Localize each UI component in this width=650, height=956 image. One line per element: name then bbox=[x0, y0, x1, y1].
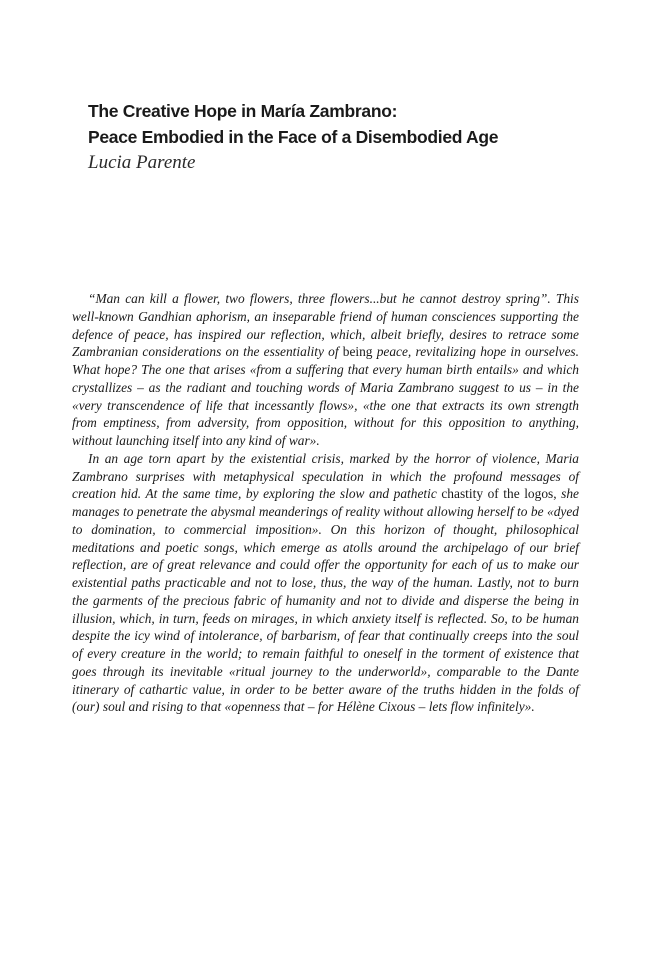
abstract-paragraph-2 bbox=[72, 450, 579, 716]
abstract-p2-text-a: In an age torn apart by the existential crisis, marked by the horror of violence, Maria Zambrano surprises with metaphysical speculation in which the profound messages of creation hid. At the same time, by exploring the slow and pathetic bbox=[72, 450, 579, 502]
abstract-p1-being: being bbox=[342, 344, 373, 360]
abstract bbox=[72, 290, 579, 716]
article-title-line-1: The Creative Hope in María Zambrano: bbox=[88, 101, 398, 121]
abstract-p1-text-a: “Man can kill a flower, two flowers, three flowers...but he cannot destroy spring”. This well-known Gandhian aphorism, an inseparable friend of human consciences supporting the defence of peace, has inspired our reflection, which, albeit briefly, desires to retrace some Zambranian considerations on the essentiality of bbox=[72, 291, 579, 360]
abstract-paragraph-1 bbox=[72, 290, 579, 450]
abstract-p2-text-b: she manages to penetrate the abysmal meanderings of reality without allowing herself to be «dyed to domination, to commercial imposition». On this horizon of thought, philosophical meditations and poetic songs, which emerge as atolls around the archipelago of our brief reflection, are of great relevance and could offer the opportunity for each of us to make our existential paths practicable and not to lose, thus, the way of the human. Lastly, not to burn the garments of the precious fabric of humanity and not to divide and disperse the being in illusion, which, in turn, feeds on mirages, in which anxiety itself is reflected. So, to be human despite the icy wind of intolerance, of barbarism, of fear that continually creeps into the soul of every creature in the world; to remain faithful to oneself in the torment of existence that goes through its inevitable «ritual journey to the underworld», comparable to the Dante itinerary of cathartic value, in order to be better aware of the truths hidden in the folds of (our) soul and rising to that «openness that – for Hélène Cixous – lets flow infinitely». bbox=[72, 486, 579, 715]
article-author: Lucia Parente bbox=[88, 152, 196, 173]
article-title-line-2: Peace Embodied in the Face of a Disembodied Age bbox=[88, 127, 499, 147]
abstract-p2-chastity: chastity of the logos, bbox=[441, 486, 557, 502]
article-header bbox=[88, 98, 568, 176]
abstract-p1-text-b: peace, revitalizing hope in ourselves. What hope? The one that arises «from a suffering that every human birth entails» and which crystallizes – as the radiant and touching words of Maria Zambrano suggest to us – in the «very transcendence of life that incessantly flows», «the one that extracts its own strength from emptiness, from adversity, from opposition, without for this opposition to anything, without launching itself into any kind of war». bbox=[72, 344, 579, 448]
